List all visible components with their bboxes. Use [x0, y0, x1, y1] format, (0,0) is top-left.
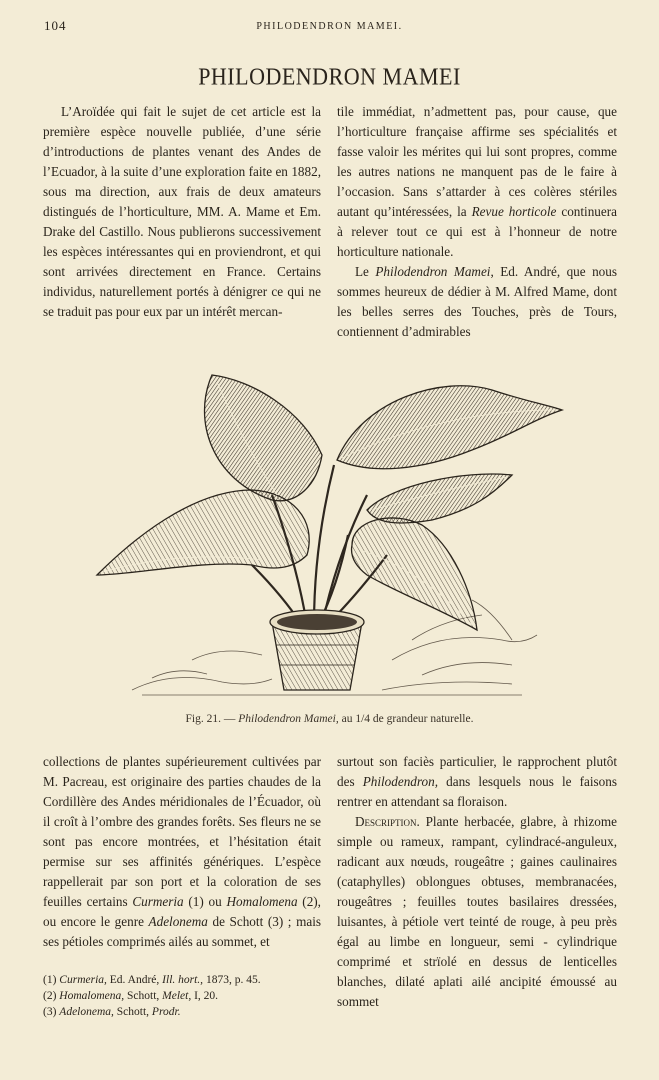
paragraph-affinity: surtout son faciès particulier, le rapprochent plutôt des Philodendron, dans lesquels nous le faisons rentrer en attendant sa floraison. — [337, 754, 617, 809]
paragraph-dedication: Le Philodendron Mamei, Ed. André, que nous sommes heureux de dédier à M. Alfred Mame, dont les belles serres des Touches, près de Tours, contiennent d’admirables — [337, 264, 617, 339]
paragraph-continuation: tile immédiat, n’admettent pas, pour cause, que l’horticulture française affirme ses spécialités et fasse valoir les mérites qui lui sont propres, comme les autres nations ne manquent pas de le faire à l’occasion. Sans s’attarder à ces colères stériles autant qu’intéressées, la Revue horticole continuera à relever tout ce qui est à l’honneur de notre horticulture nationale. — [337, 104, 617, 259]
footnote: (3) Adelonema, Schott, Prodr. — [43, 1006, 181, 1018]
page-number: 104 — [44, 18, 67, 33]
column-left-bottom — [43, 752, 321, 952]
paragraph-intro: L’Aroïdée qui fait le sujet de cet article est la première espèce nouvelle publiée, d’une série d’introductions de plantes venant des Andes de l’Ecuador, à la suite d’une exploration faite en 1882, sous ma direction, aux frais de deux amateurs distingués de l’horticulture, MM. A. Mame et Em. Drake del Castillo. Nous publierons successivement les espèces intéressantes qui en proviendront, et qui sont arrivées directement en France. Certains individus, naturellement portés à dénigrer ce qui ne se traduit pas pour eux par un intérêt mercan- — [43, 104, 321, 319]
figure-caption: Fig. 21. — Philodendron Mamei, au 1/4 de grandeur naturelle. — [185, 713, 474, 725]
footnote: (2) Homalomena, Schott, Melet, I, 20. — [43, 990, 219, 1002]
footnote: (1) Curmeria, Ed. André, Ill. hort., 1873, p. 45. — [43, 974, 261, 986]
column-right-bottom — [337, 752, 617, 1012]
paragraph-description: Description. Plante herbacée, glabre, à rhizome simple ou rameux, rampant, cylindracé-anguleux, radicant aux nœuds, rougeâtre ; gaines caulinaires (cataphylles) oblongues obtuses, membranacées, rougeâtres ; feuilles toutes basilaires dressées, luisantes, à pétiole vert teinté de rouge, à peu près égal au limbe en longueur, semi - cylindrique comprimé et strïolé en dessus de lenticelles blanches, dilaté aplati ailé ancipité émoussé au sommet — [337, 814, 617, 1009]
running-head — [44, 18, 615, 38]
paragraph-origin: collections de plantes supérieurement cultivées par M. Pacreau, est originaire des parties chaudes de la Cordillère des Andes méridionales de l’Écuador, où il croît à l’ombre des grandes forêts. Ses fleurs ne se sont pas encore montrées, et l’hésitation était permise sur ses affinités génériques. L’espèce rappellerait par son port et la coloration de ses feuilles certains Curmeria (1) ou Homalomena (2), ou encore le genre Adelonema de Schott (3) ; mais ses pétioles comprimés ailés au sommet, et — [43, 754, 321, 949]
footnotes — [43, 972, 328, 1020]
running-title: PHILODENDRON MAMEI. — [256, 21, 403, 32]
plant-illustration — [92, 360, 572, 705]
column-right-top — [337, 102, 617, 342]
article-title: PHILODENDRON MAMEI — [198, 62, 461, 91]
column-left-top — [43, 102, 321, 322]
